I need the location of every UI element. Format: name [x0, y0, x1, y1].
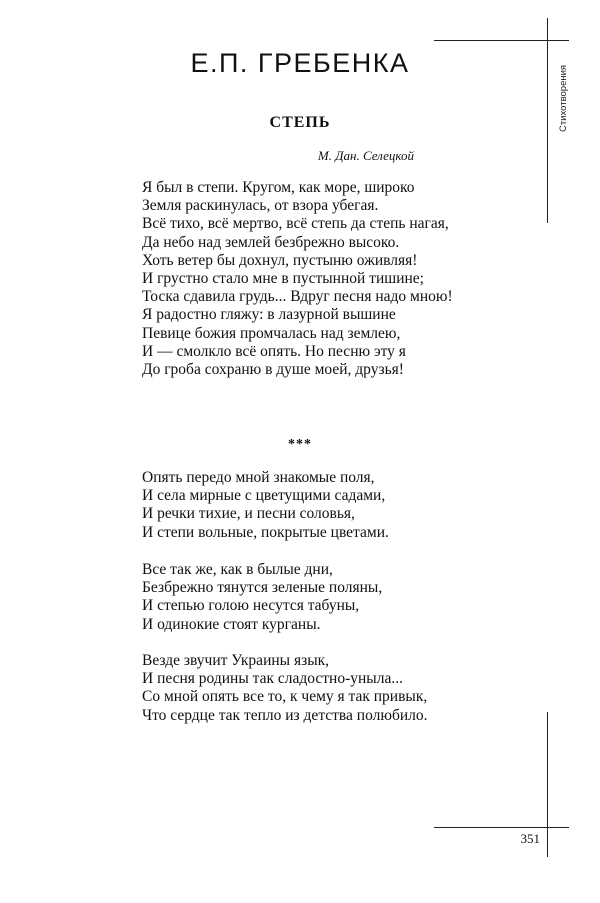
page-number: 351: [520, 831, 540, 846]
bottom-rule: [434, 827, 569, 828]
poem-line: Да небо над землей безбрежно высоко.: [142, 233, 400, 251]
section-label-text: Стихотворения: [558, 64, 569, 132]
poem-line: Везде звучит Украины язык,: [142, 652, 330, 669]
poem-line: Певице божия промчалась над землею,: [142, 324, 401, 342]
poem-line: Безбрежно тянутся зеленые поляны,: [142, 579, 383, 597]
poem-line: И одинокие стоят курганы.: [142, 615, 321, 633]
poem-stanza: [142, 469, 389, 542]
poem-title: СТЕПЬ: [269, 114, 331, 131]
top-rule: [434, 40, 569, 41]
poem-line: И степью голою несутся табуны,: [142, 597, 360, 615]
poem-line: Опять передо мной знакомые поля,: [142, 469, 375, 486]
poem-dedication: М. Дан. Селецкой: [317, 148, 414, 163]
poem-line: И — смолкло всё опять. Но песню эту я: [142, 342, 406, 360]
untitled-poem-marker: ***: [288, 437, 312, 452]
poem-line: И степи вольные, покрытые цветами.: [142, 523, 389, 541]
poem-line: Я был в степи. Кругом, как море, широко: [142, 179, 415, 196]
poem-stanza: [142, 652, 428, 725]
poem-line: Всё тихо, всё мертво, всё степь да степь нагая,: [142, 215, 449, 233]
poem-line: Я радостно гляжу: в лазурной вышине: [142, 306, 396, 324]
author-heading: Е.П. ГРЕБЕНКА: [190, 48, 410, 78]
poem-line: Со мной опять все то, к чему я так привык,: [142, 688, 428, 706]
poem-line: И песня родины так сладостно-уныла...: [142, 670, 403, 688]
poem-line: Что сердце так тепло из детства полюбило.: [142, 706, 428, 724]
poem-line: И речки тихие, и песни соловья,: [142, 505, 355, 523]
poem-line: Земля раскинулась, от взора убегая.: [142, 197, 379, 215]
poem-line: Хоть ветер бы дохнул, пустыню оживляя!: [142, 251, 418, 269]
poem-stanza: [142, 561, 382, 634]
bottom-vertical-rule: [547, 712, 548, 857]
poem-line: И села мирные с цветущими садами,: [142, 487, 386, 505]
poem-line: Все так же, как в былые дни,: [142, 561, 333, 578]
poem-line: И грустно стало мне в пустынной тишине;: [142, 270, 424, 288]
poem-line: Тоска сдавила грудь... Вдруг песня надо мною!: [142, 288, 453, 306]
poem-stanza: [142, 179, 453, 379]
poem-line: До гроба сохраню в душе моей, друзья!: [142, 361, 404, 379]
